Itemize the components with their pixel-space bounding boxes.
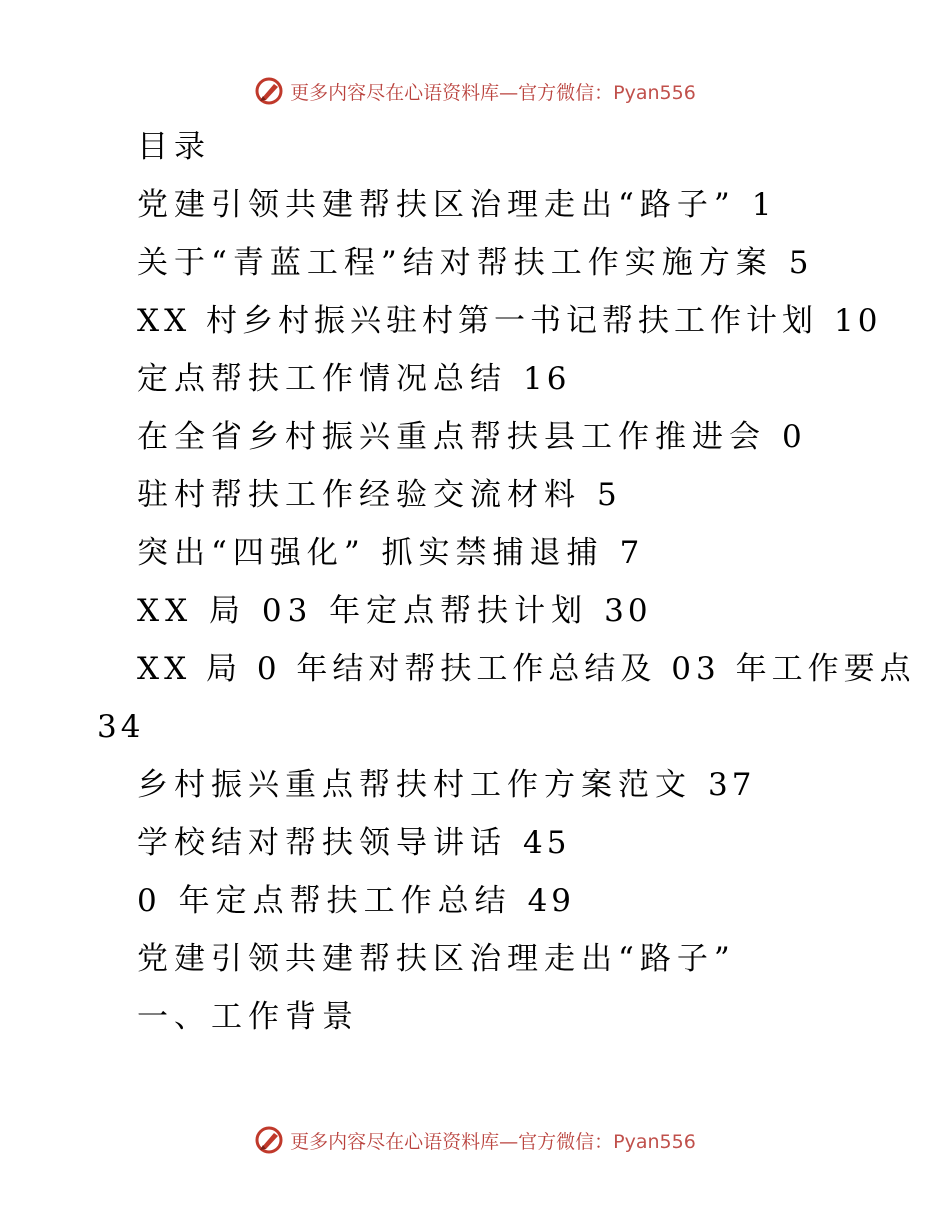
toc-entry: 驻村帮扶工作经验交流材料 5 (137, 477, 621, 513)
toc-entry: 定点帮扶工作情况总结 16 (137, 361, 571, 397)
toc-entry: 学校结对帮扶领导讲话 45 (137, 825, 571, 861)
header-banner (0, 71, 950, 111)
banner-wechat: Pyan556 (613, 1130, 696, 1153)
toc-entry: 乡村振兴重点帮扶村工作方案范文 37 (137, 767, 756, 803)
pen-logo-icon (254, 76, 284, 106)
pen-logo-icon (254, 1125, 284, 1155)
section-heading: 一、工作背景 (137, 999, 359, 1035)
toc-entry: 突出“四强化” 抓实禁捕退捕 7 (137, 535, 644, 571)
toc-entry: XX 局 03 年定点帮扶计划 30 (137, 593, 652, 629)
article-title: 党建引领共建帮扶区治理走出“路子” (137, 941, 736, 977)
toc-entry: XX 局 0 年结对帮扶工作总结及 03 年工作要点 (137, 651, 916, 687)
banner-wechat: Pyan556 (613, 81, 696, 104)
toc-heading: 目录 (137, 129, 211, 165)
banner-text: 更多内容尽在心语资料库—官方微信：Pyan556 (290, 81, 696, 104)
footer-banner (0, 1120, 950, 1160)
banner-text: 更多内容尽在心语资料库—官方微信：Pyan556 (290, 1130, 696, 1153)
toc-entry: 在全省乡村振兴重点帮扶县工作推进会 0 (137, 419, 806, 455)
toc-entry-page: 34 (97, 709, 145, 745)
toc-entry: 0 年定点帮扶工作总结 49 (137, 883, 576, 919)
toc-entry: 党建引领共建帮扶区治理走出“路子” 1 (137, 187, 776, 223)
toc-entry: 关于“青蓝工程”结对帮扶工作实施方案 5 (137, 245, 813, 281)
toc-entry: XX 村乡村振兴驻村第一书记帮扶工作计划 10 (137, 303, 882, 339)
